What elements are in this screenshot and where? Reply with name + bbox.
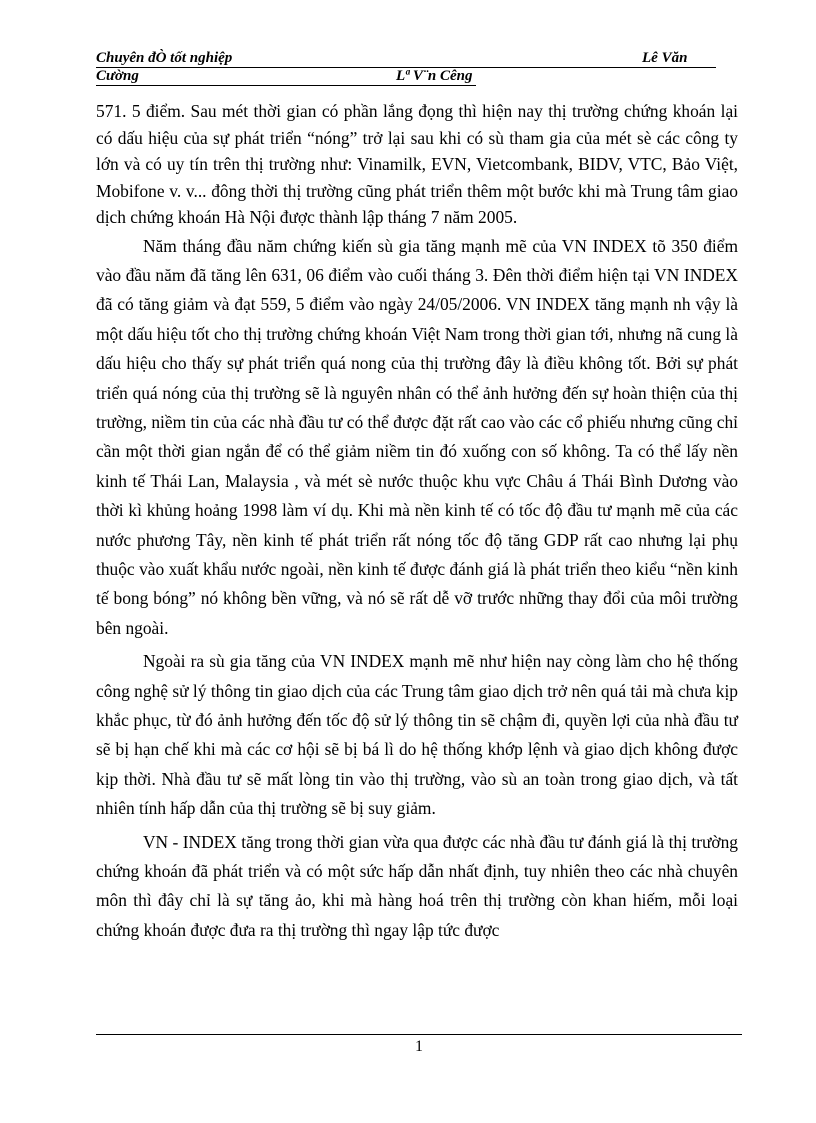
header-document-title: Chuyên đÒ tốt nghiệp <box>96 50 233 66</box>
header-author-last: Cường <box>96 68 139 84</box>
paragraph-3: Ngoài ra sù gia tăng của VN INDEX mạnh mẽ như hiện nay còng làm cho hệ thống công nghệ sử lý thông tin giao dịch của các Trung tâm giao dịch trở nên quá tải mà chưa kịp khắc phục, từ đó ảnh hưởng đến tốc độ sử lý thông tin sẽ chậm đi, quyền lợi của nhà đầu tư sẽ bị hạn chế khi mà các cơ hội sẽ bị bá lì do hệ thống khớp lệnh và giao dịch không được kịp thời. Nhà đầu tư sẽ mất lòng tin vào thị trường, vào sù an toàn trong giao dịch, và tất nhiên tính hấp dẫn của thị trường sẽ bị suy giảm. <box>96 651 738 819</box>
page-number: 1 <box>415 1038 423 1055</box>
paragraph-4: VN - INDEX tăng trong thời gian vừa qua được các nhà đầu tư đánh giá là thị trường chứng khoán đã phát triển và có một sức hấp dẫn nhất định, tuy nhiên theo các nhà chuyên môn thì đây chỉ là sự tăng ảo, khi mà hàng hoá trên thị trường còn khan hiếm, mỗi loại chứng khoán được đưa ra thị trường thì ngay lập tức được <box>96 831 738 940</box>
header-author-garbled: Lª V¨n Cêng <box>396 68 473 84</box>
header-author-first: Lê Văn <box>642 50 688 66</box>
paragraph-2: Năm tháng đầu năm chứng kiến sù gia tăng mạnh mẽ của VN INDEX tõ 350 điểm vào đầu năm đã tăng lên 631, 06 điểm vào cuối tháng 3. Đên thời điểm hiện tại VN INDEX đã có tăng giảm và đạt 559, 5 điểm vào ngày 24/05/2006. VN INDEX tăng mạnh nh vậy là một dấu hiệu tốt cho thị trường chứng khoán Việt Nam trong thời gian tới, nhưng nã cung là dấu hiệu cho thấy sự phát triển quá nong của thị trường đây là điều không tốt. Bởi sự phát triển quá nóng của thị trường sẽ là nguyên nhân có thể ảnh hưởng đến sự hoàn thiện của thị trường, niềm tin của các nhà đầu tư có thể được đặt rất cao vào các cổ phiếu nhưng cũng chỉ cần một thời gian ngắn để có thể giảm niềm tin đó xuống con số không. Ta có thể lấy nền kinh tế Thái Lan, Malaysia , và mét sè nước thuộc khu vực Châu á Thái Bình Dương vào thời kì khủng hoảng 1998 làm ví dụ. Khi mà nền kinh tế có tốc độ đầu tư mạnh mẽ của các nước phương Tây, nền kinh tế phát triển rất nóng tốc độ tăng GDP rất cao nhưng lại phụ thuộc vào xuất khẩu nước ngoài, nền kinh tế được đánh giá là phát triển theo kiểu “nền kinh tế bong bóng” nó không bền vững, và nó sẽ rất dễ vỡ trước những thay đổi của môi trường bên ngoài. <box>96 235 738 638</box>
paragraph-1: 571. 5 điểm. Sau mét thời gian có phần lắng đọng thì hiện nay thị trường chứng khoán lại có dấu hiệu của sự phát triển “nóng” trở lại sau khi có sù tham gia của mét sè các công ty lớn và có uy tín trên thị trường như: Vinamilk, EVN, Vietcombank, BIDV, VTC, Bảo Việt, Mobifone v. v... đông thời thị trường cũng phát triển thêm một bước khi mà Trung tâm giao dịch chứng khoán Hà Nội được thành lập tháng 7 năm 2005. <box>96 101 738 227</box>
page-header <box>96 50 716 86</box>
header-line-1 <box>96 50 716 68</box>
page-footer <box>96 1034 742 1056</box>
document-body <box>96 98 738 945</box>
header-line-2 <box>96 68 476 86</box>
